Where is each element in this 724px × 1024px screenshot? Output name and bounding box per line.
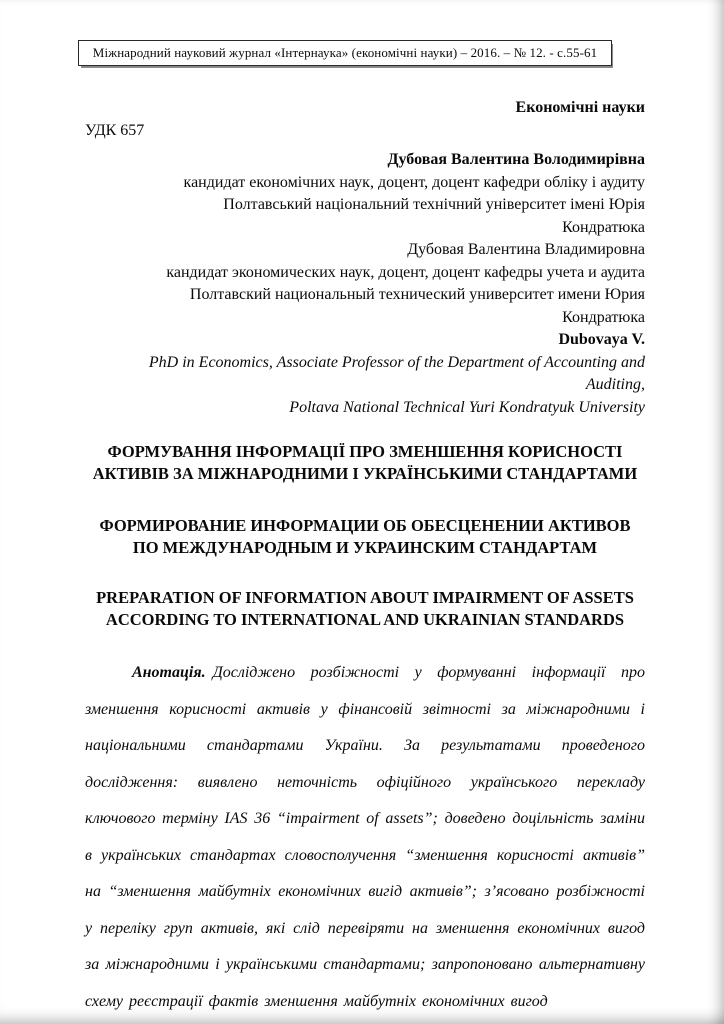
section-label: Економічні науки <box>515 99 645 116</box>
author-name-ru: Дубовая Валентина Владимировна <box>407 241 645 258</box>
author-affiliation-uk: Полтавський національний технічний університет імені Юрія <box>223 196 645 213</box>
author-degree-en-cont: Auditing, <box>585 376 645 393</box>
journal-header-box <box>78 40 612 66</box>
author-name-en: Dubovaya V. <box>558 331 645 348</box>
abstract-paragraph <box>85 655 645 1020</box>
author-affiliation-uk-cont: Кондратюка <box>562 218 645 236</box>
author-degree-en: PhD in Economics, Associate Professor of the Department of Accounting and <box>148 353 645 371</box>
udc-code: УДК 657 <box>85 122 145 139</box>
author-affiliation-ru-cont: Кондратюка <box>562 308 645 326</box>
paper-title-uk: ФОРМУВАННЯ ІНФОРМАЦІЇ ПРО ЗМЕНШЕННЯ КОРИСНОСТІ АКТИВІВ ЗА МІЖНАРОДНИМИ І УКРАЇНСЬКИМИ СТАНДАРТАМИ <box>92 442 638 483</box>
abstract-text: Досліджено розбіжності у формуванні інформації про зменшення корисності активів у фінансовій звітності за міжнародними і національними стандартами України. За результатами проведеного дослідження: виявлено неточність офіційного українського перекладу ключового терміну IAS 36 “impairment of assets”; доведено доцільність заміни в українських стандартах словосполучення “зменшення корисності активів” на “зменшення майбутніх економічних вигід активів”; з’ясовано розбіжності у переліку груп активів, які слід перевіряти на зменшення економічних вигод за міжнародними і українськими стандартами; запропоновано альтернативну схему реєстрації фактів зменшення майбутніх економічних вигод <box>85 664 645 1010</box>
author-block <box>85 149 645 419</box>
author-degree-ru: кандидат экономических наук, доцент, доцент кафедры учета и аудита <box>166 263 645 281</box>
author-affiliation-ru: Полтавский национальный технический университет имени Юрия <box>189 286 645 303</box>
journal-header-text: Міжнародний науковий журнал «Інтернаука» (економічні науки) – 2016. – № 12. - с.55-61 <box>92 45 598 60</box>
author-degree-uk: кандидат економічних наук, доцент, доцент кафедри обліку і аудиту <box>183 173 645 191</box>
abstract-label: Анотація. <box>132 664 206 681</box>
paper-title-en: PREPARATION OF INFORMATION ABOUT IMPAIRMENT OF ASSETS ACCORDING TO INTERNATIONAL AND UKRAINIAN STANDARDS <box>96 588 634 629</box>
author-name-uk: Дубовая Валентина Володимирівна <box>387 151 645 168</box>
author-affiliation-en: Poltava National Technical Yuri Kondratyuk University <box>289 398 645 416</box>
page-content <box>85 97 645 1020</box>
paper-title-ru: ФОРМИРОВАНИЕ ИНФОРМАЦИИ ОБ ОБЕСЦЕНЕНИИ АКТИВОВ ПО МЕЖДУНАРОДНЫМ И УКРАИНСКИМ СТАНДАРТАМ <box>99 516 631 557</box>
